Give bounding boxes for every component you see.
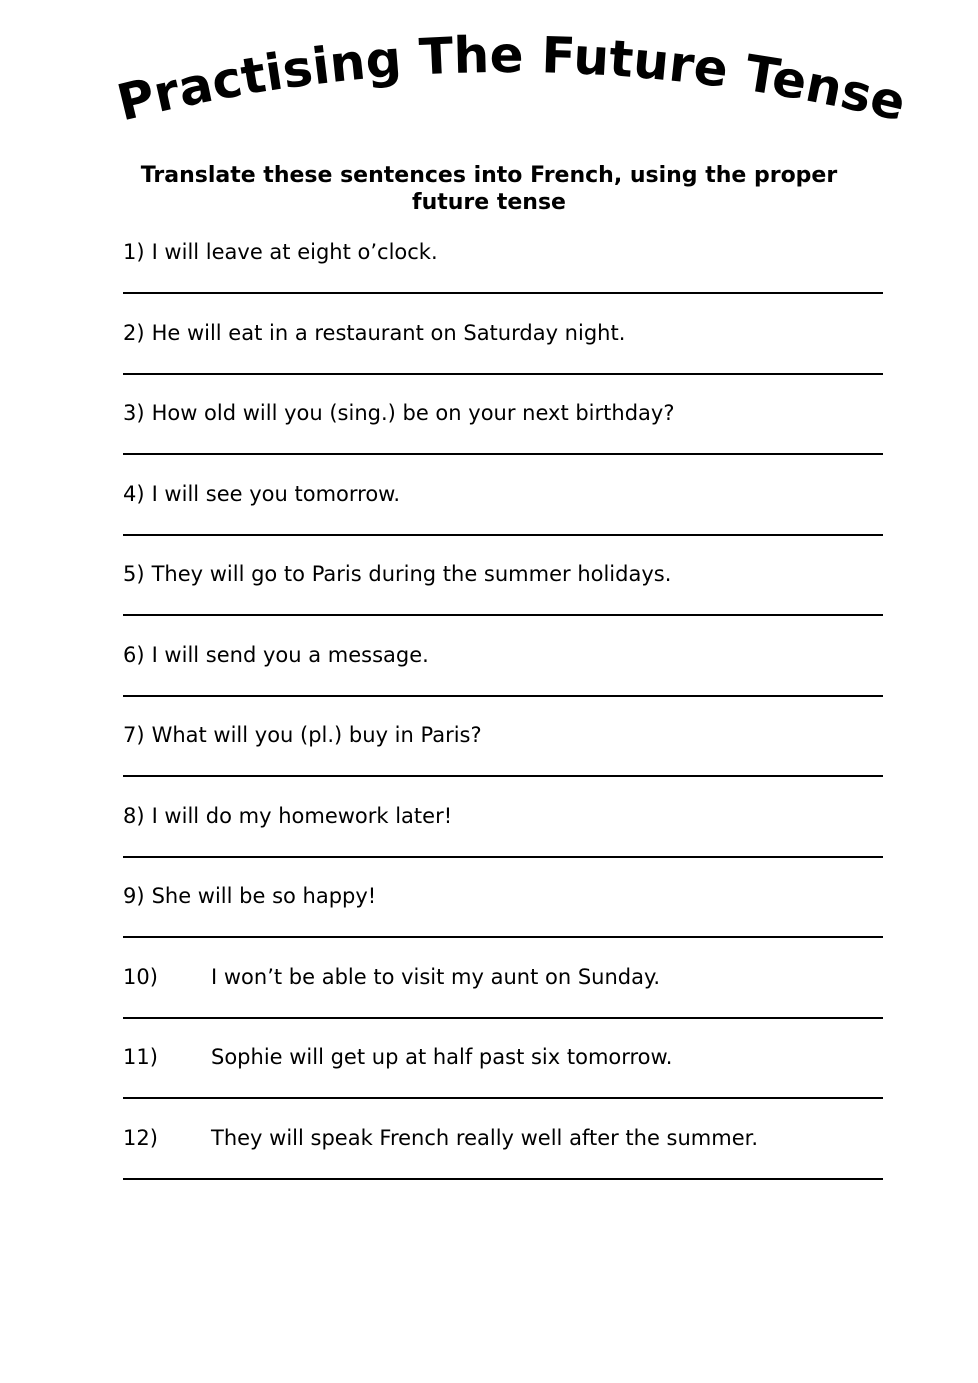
answer-line[interactable]	[123, 292, 883, 294]
question-number: 7)	[123, 723, 145, 747]
question-item	[123, 957, 883, 1038]
instructions: Translate these sentences into French, using the proper future tense	[140, 163, 838, 215]
question-number: 9)	[123, 884, 145, 908]
question-number: 1)	[123, 240, 145, 264]
question-text: She will be so happy!	[151, 884, 377, 908]
question-text: They will speak French really well after the summer.	[211, 1125, 759, 1150]
question-item	[123, 1118, 883, 1199]
question-item	[123, 715, 883, 796]
question-item	[123, 635, 883, 716]
answer-line[interactable]	[123, 695, 883, 697]
question-text: They will go to Paris during the summer holidays.	[151, 562, 672, 586]
question-item	[123, 876, 883, 957]
answer-line[interactable]	[123, 856, 883, 858]
question-number: 3)	[123, 401, 145, 425]
question-item	[123, 1037, 883, 1118]
question-item	[123, 796, 883, 877]
answer-line[interactable]	[123, 614, 883, 616]
question-text: I will send you a message.	[151, 642, 429, 667]
question-text: He will eat in a restaurant on Saturday night.	[151, 320, 626, 345]
worksheet-title-art	[0, 0, 978, 160]
worksheet-title-text	[112, 26, 911, 132]
answer-line[interactable]	[123, 373, 883, 375]
question-item	[123, 393, 883, 474]
answer-line[interactable]	[123, 1178, 883, 1180]
question-number: 2)	[123, 320, 145, 345]
answer-line[interactable]	[123, 453, 883, 455]
question-item	[123, 313, 883, 394]
question-number: 6)	[123, 642, 145, 667]
answer-line[interactable]	[123, 775, 883, 777]
question-item	[123, 232, 883, 313]
worksheet-title: Practising The Future Tense	[111, 25, 912, 133]
question-number: 8)	[123, 803, 145, 828]
question-item	[123, 554, 883, 635]
question-number: 10)	[123, 964, 158, 989]
answer-line[interactable]	[123, 534, 883, 536]
question-number: 5)	[123, 562, 145, 586]
question-text: How old will you (sing.) be on your next birthday?	[151, 401, 675, 425]
question-text: What will you (pl.) buy in Paris?	[151, 723, 482, 747]
question-number: 12)	[123, 1125, 158, 1150]
question-list	[123, 232, 883, 1198]
question-number: 4)	[123, 481, 145, 506]
answer-line[interactable]	[123, 1097, 883, 1099]
question-text: I will see you tomorrow.	[151, 481, 401, 506]
question-text: I will do my homework later!	[151, 803, 453, 828]
question-text: Sophie will get up at half past six tomorrow.	[211, 1045, 673, 1069]
question-text: I won’t be able to visit my aunt on Sunday.	[211, 964, 661, 989]
question-number: 11)	[123, 1045, 158, 1069]
answer-line[interactable]	[123, 936, 883, 938]
answer-line[interactable]	[123, 1017, 883, 1019]
question-text: I will leave at eight o’clock.	[151, 240, 438, 264]
question-item	[123, 474, 883, 555]
